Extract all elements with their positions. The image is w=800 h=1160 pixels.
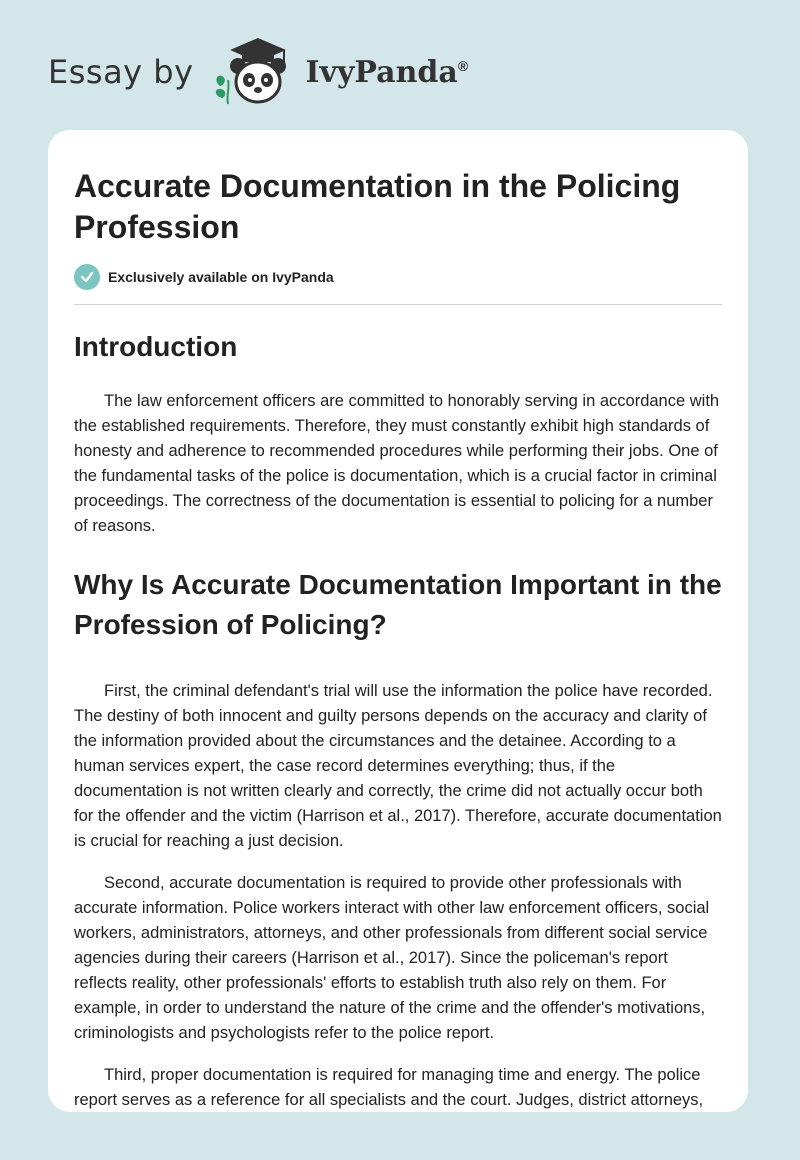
paragraph: Third, proper documentation is required for managing time and energy. The police report serves as a reference for all specialists and the court. Judges, district attorneys, (74, 1066, 704, 1109)
exclusive-badge (74, 264, 722, 305)
check-icon (74, 264, 100, 290)
ivypanda-brand[interactable] (306, 55, 469, 90)
paragraph: First, the criminal defendant's trial will use the information the police have recorded. The destiny of both innocent and guilty persons depends on the accuracy and clarity of the information provided about the circumstances and the detainee. According to a human services expert, the case record determines everything; thus, if the documentation is not written clearly and correctly, the crime did not actually occur both for the offender and the victim (Harrison et al., 2017). Therefore, accurate documentation is crucial for reaching a just decision. (74, 682, 722, 850)
brand-name: IvyPanda (305, 54, 458, 90)
essay-card (48, 130, 748, 1112)
section-heading-why-important: Why Is Accurate Documentation Important in the Profession of Policing? (74, 569, 722, 640)
essay-title: Accurate Documentation in the Policing Profession (74, 168, 681, 245)
section-heading-introduction: Introduction (74, 331, 238, 362)
paragraph: Second, accurate documentation is required to provide other professionals with accurate information. Police workers interact with other law enforcement officers, social workers, administrators, attorneys, and other professionals from different social service agencies during their careers (Harrison et al., 2017). Since the policeman's report reflects reality, other professionals' efforts to establish truth also rely on them. For example, in order to understand the nature of the crime and the offender's motivations, criminologists and psychologists refer to the police report. (74, 874, 710, 1042)
ivypanda-panda-icon[interactable] (208, 36, 300, 108)
registered-mark: ® (457, 57, 469, 74)
exclusive-label: Exclusively available on IvyPanda (108, 269, 334, 285)
site-header (48, 36, 468, 108)
essay-by-label: Essay by (48, 53, 194, 91)
paragraph: The law enforcement officers are committed to honorably serving in accordance with the established requirements. Therefore, they must constantly exhibit high standards of honesty and adherence to recommended procedures while performing their jobs. One of the fundamental tasks of the police is documentation, which is a crucial factor in criminal proceedings. The correctness of the documentation is essential to policing for a number of reasons. (74, 392, 720, 535)
